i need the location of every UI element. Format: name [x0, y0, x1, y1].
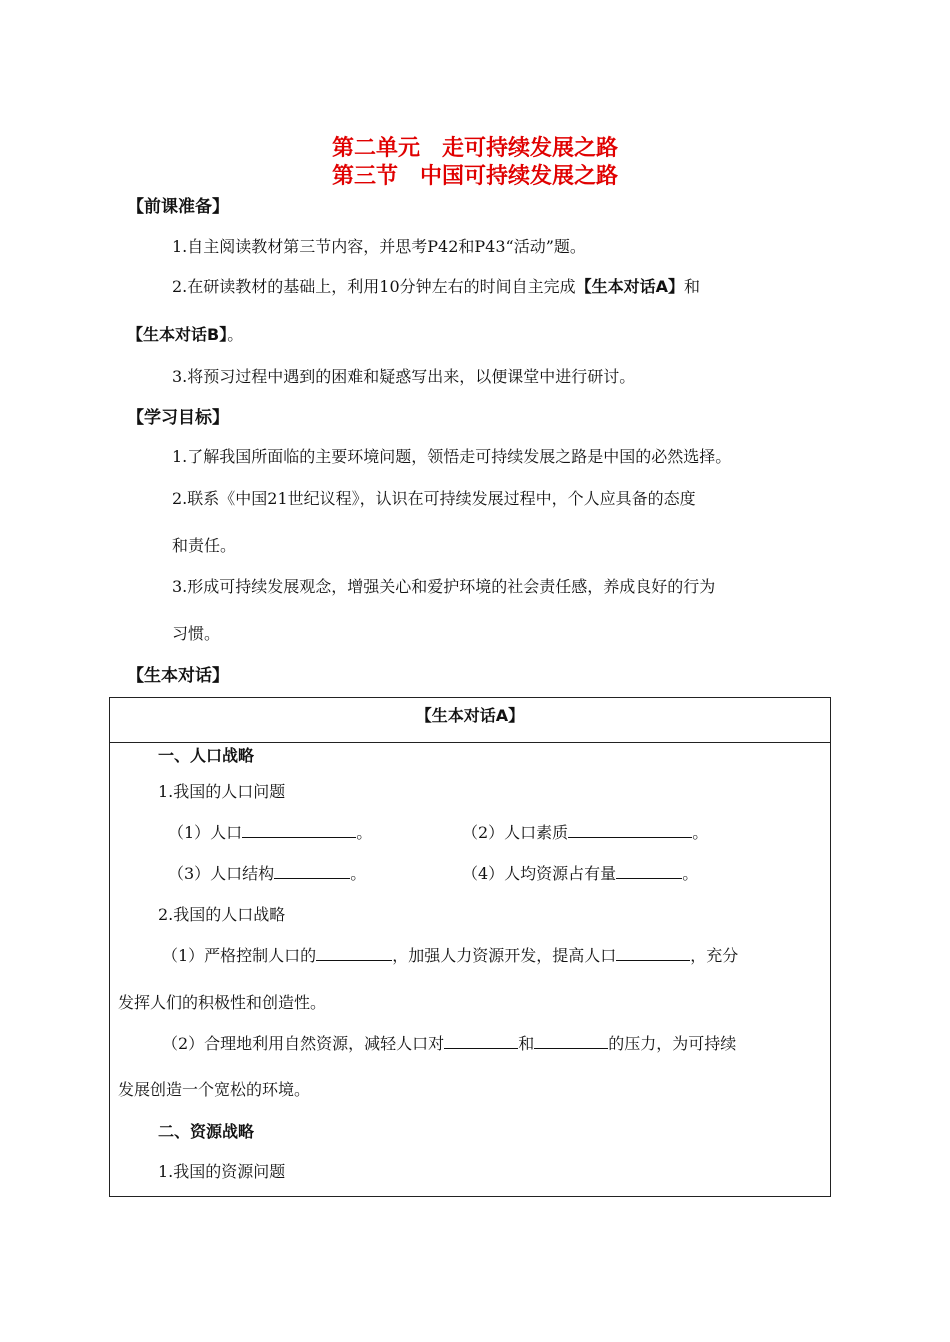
- strategy-item-1-text-c: ，充分: [690, 946, 739, 965]
- strategy-item-2-and: 和: [518, 1034, 535, 1053]
- resource-problem-label: 1.我国的资源问题: [158, 1162, 286, 1181]
- strategy-item-2-text-a: （2）合理地利用自然资源，减轻人口对: [162, 1034, 445, 1053]
- period: 。: [692, 823, 709, 842]
- population-quality-blank[interactable]: [568, 823, 692, 838]
- population-strategy-title: 一、人口战略: [158, 746, 255, 765]
- prep-item-1: 1.自主阅读教材第三节内容，并思考P42和P43“活动”题。: [172, 237, 586, 256]
- population-strategy-label: 2.我国的人口战略: [158, 905, 286, 924]
- strategy-item-2-cont: 发展创造一个宽松的环境。: [118, 1080, 311, 1099]
- strategy-item-1-blank-1[interactable]: [316, 946, 392, 961]
- period: 。: [350, 864, 367, 883]
- population-structure-item: [168, 861, 366, 884]
- period: 。: [682, 864, 699, 883]
- population-problem-label: 1.我国的人口问题: [158, 782, 286, 801]
- section-title: 第三节 中国可持续发展之路: [331, 164, 618, 189]
- goal-item-2-cont: 和责任。: [172, 536, 237, 555]
- goal-item-3: 3.形成可持续发展观念，增强关心和爱护环境的社会责任感，养成良好的行为: [172, 577, 716, 596]
- prep-item-2: [172, 274, 700, 297]
- unit-title: 第二单元 走可持续发展之路: [331, 136, 618, 161]
- population-size-blank[interactable]: [242, 823, 356, 838]
- prep-item-3: 3.将预习过程中遇到的困难和疑惑写出来，以便课堂中进行研讨。: [172, 367, 636, 386]
- period: 。: [356, 823, 373, 842]
- dialog-b-ref: 【生本对话B】: [127, 325, 228, 344]
- resource-strategy-title: 二、资源战略: [158, 1122, 255, 1141]
- goals-heading: 【学习目标】: [127, 408, 229, 428]
- per-capita-resource-label: （4）人均资源占有量: [462, 864, 617, 883]
- goal-item-2: 2.联系《中国21世纪议程》，认识在可持续发展过程中，个人应具备的态度: [172, 489, 696, 508]
- population-size-item: [168, 820, 372, 843]
- strategy-item-1: [162, 943, 738, 966]
- goal-item-3-cont: 习惯。: [172, 624, 221, 643]
- dialog-a-title: 【生本对话A】: [110, 698, 830, 743]
- per-capita-resource-item: [462, 861, 698, 884]
- dialog-a-ref: 【生本对话A】: [575, 277, 685, 296]
- prep-heading: 【前课准备】: [127, 197, 229, 217]
- population-quality-label: （2）人口素质: [462, 823, 569, 842]
- per-capita-resource-blank[interactable]: [616, 864, 682, 879]
- strategy-item-2: [162, 1031, 736, 1054]
- strategy-item-2-blank-1[interactable]: [444, 1034, 518, 1049]
- strategy-item-1-text-a: （1）严格控制人口的: [162, 946, 317, 965]
- strategy-item-2-blank-2[interactable]: [534, 1034, 608, 1049]
- strategy-item-1-text-b: ，加强人力资源开发，提高人口: [392, 946, 617, 965]
- goal-item-1: 1.了解我国所面临的主要环境问题，领悟走可持续发展之路是中国的必然选择。: [172, 447, 732, 466]
- strategy-item-2-text-c: 的压力，为可持续: [608, 1034, 737, 1053]
- dialog-heading: 【生本对话】: [127, 666, 229, 686]
- prep-item-2-end: 。: [227, 325, 244, 344]
- population-quality-item: [462, 820, 708, 843]
- population-size-label: （1）人口: [168, 823, 243, 842]
- prep-item-2-cont: [127, 322, 243, 345]
- population-structure-blank[interactable]: [274, 864, 350, 879]
- strategy-item-1-cont: 发挥人们的积极性和创造性。: [118, 993, 327, 1012]
- strategy-item-1-blank-2[interactable]: [616, 946, 690, 961]
- prep-item-2-text: 2.在研读教材的基础上，利用10分钟左右的时间自主完成: [172, 277, 576, 296]
- prep-item-2-and: 和: [684, 277, 701, 296]
- population-structure-label: （3）人口结构: [168, 864, 275, 883]
